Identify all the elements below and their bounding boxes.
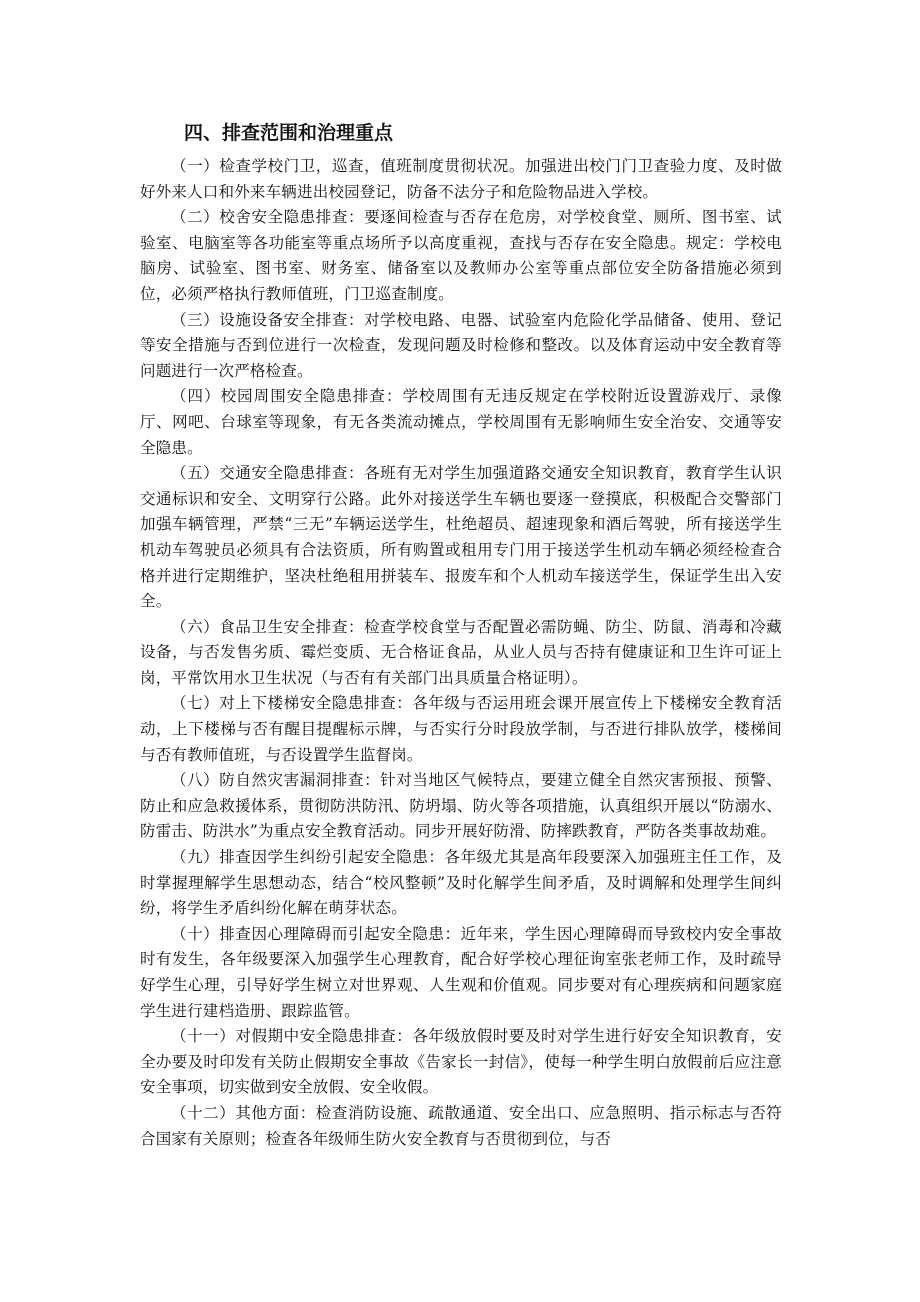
section-heading: 四、排查范围和治理重点 [184,122,394,144]
paragraph-4: （四）校园周围安全隐患排查：学校周围有无违反规定在学校附近设置游戏厅、录像厅、网吧、台球室等现象，有无各类流动摊点，学校周围有无影响师生安全治安、交通等安全隐患。 [140,387,782,457]
paragraph-7: （七）对上下楼梯安全隐患排查：各年级与否运用班会课开展宣传上下楼梯安全教育活动，上下楼梯与否有醒目提醒标示牌，与否实行分时段放学制，与否进行排队放学，楼梯间与否有教师值班，与否设置学生监督岗。 [140,694,782,764]
paragraph-11: （十一）对假期中安全隐患排查：各年级放假时要及时对学生进行好安全知识教育，安全办要及时印发有关防止假期安全事故《告家长一封信》，使每一种学生明白放假前后应注意安全事项，切实做到安全放假、安全收假。 [140,1027,782,1097]
paragraph-5: （五）交通安全隐患排查：各班有无对学生加强道路交通安全知识教育，教育学生认识交通标识和安全、文明穿行公路。此外对接送学生车辆也要逐一登摸底，积极配合交警部门加强车辆管理，严禁“三无”车辆运送学生，杜绝超员、超速现象和酒后驾驶，所有接送学生机动车驾驶员必须具有合法资质，所有购置或租用专门用于接送学生机动车辆必须经检查合格并进行定期维护，坚决杜绝租用拼装车、报废车和个人机动车接送学生，保证学生出入安全。 [140,464,782,611]
paragraph-3: （三）设施设备安全排查：对学校电路、电器、试验室内危险化学品储备、使用、登记等安全措施与否到位进行一次检查，发现问题及时检修和整改。以及体育运动中安全教育等问题进行一次严格检查。 [140,310,782,380]
paragraph-2: （二）校舍安全隐患排查：要逐间检查与否存在危房，对学校食堂、厕所、图书室、试验室、电脑室等各功能室等重点场所予以高度重视，查找与否存在安全隐患。规定：学校电脑房、试验室、图书室、财务室、储备室以及教师办公室等重点部位安全防备措施必须到位，必须严格执行教师值班，门卫巡查制度。 [140,208,782,303]
paragraph-12: （十二）其他方面：检查消防设施、疏散通道、安全出口、应急照明、指示标志与否符合国家有关原则；检查各年级师生防火安全教育与否贯彻到位，与否 [140,1103,782,1148]
document-page [140,118,782,1152]
paragraph-9: （九）排查因学生纠纷引起安全隐患：各年级尤其是高年段要深入加强班主任工作，及时掌握理解学生思想动态，结合“校风整顿”及时化解学生间矛盾，及时调解和处理学生间纠纷，将学生矛盾纠纷化解在萌芽状态。 [140,848,782,918]
paragraph-8: （八）防自然灾害漏洞排查：针对当地区气候特点，要建立健全自然灾害预报、预警、防止和应急救援体系，贯彻防洪防汛、防坍塌、防火等各项措施，认真组织开展以“防溺水、防雷击、防洪水”为重点安全教育活动。同步开展好防滑、防摔跌教育，严防各类事故劫难。 [140,771,782,841]
paragraph-1: （一）检查学校门卫，巡查，值班制度贯彻状况。加强进出校门门卫查验力度、及时做好外来人口和外来车辆进出校园登记，防备不法分子和危险物品进入学校。 [140,157,782,201]
paragraph-6: （六）食品卫生安全排查：检查学校食堂与否配置必需防蝇、防尘、防鼠、消毒和冷藏设备，与否发售劣质、霉烂变质、无合格证食品，从业人员与否持有健康证和卫生许可证上岗，平常饮用水卫生状况（与否有有关部门出具质量合格证明）。 [140,617,782,687]
paragraph-10: （十）排查因心理障碍而引起安全隐患：近年来，学生因心理障碍而导致校内安全事故时有发生，各年级要深入加强学生心理教育，配合好学校心理征询室张老师工作，及时疏导好学生心理，引导好学生树立对世界观、人生观和价值观。同步要对有心理疾病和问题家庭学生进行建档造册、跟踪监管。 [140,924,782,1020]
